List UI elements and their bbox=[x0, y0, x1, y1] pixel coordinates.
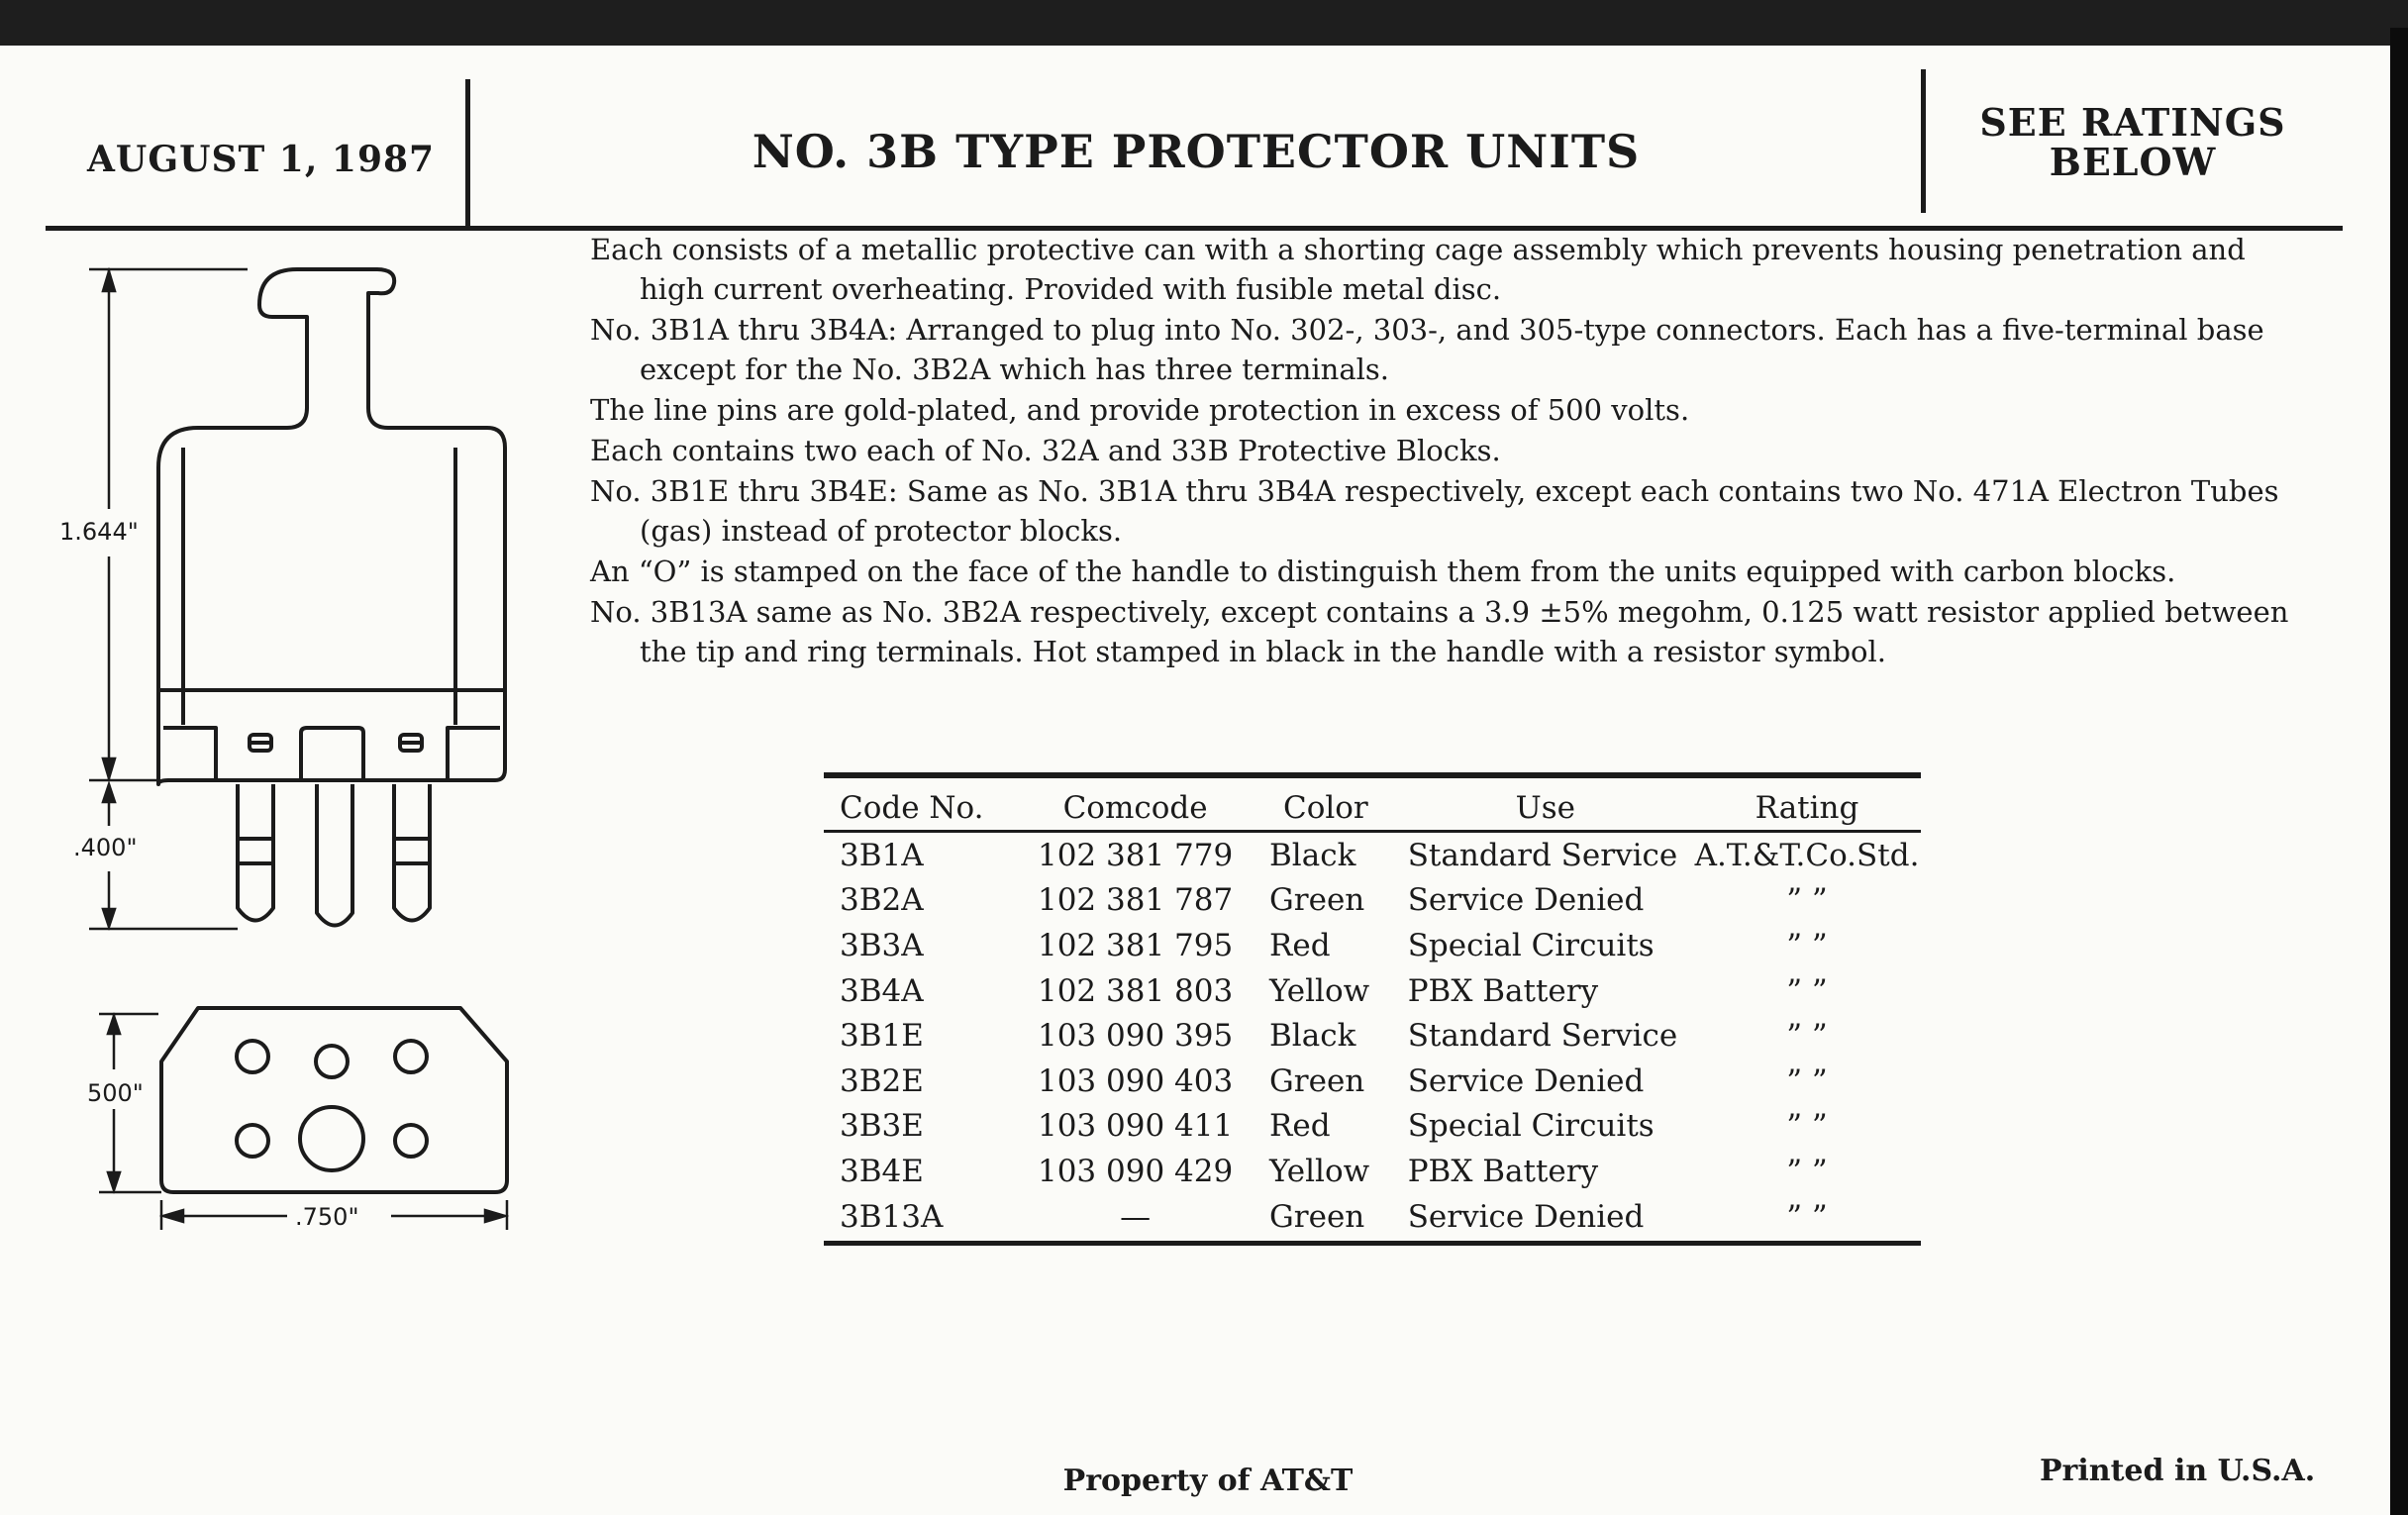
cell-rating: ” ” bbox=[1786, 1108, 1828, 1145]
cell-color: Red bbox=[1269, 927, 1331, 963]
col-header-code: Code No. bbox=[840, 790, 984, 826]
cell-use: PBX Battery bbox=[1407, 1153, 1599, 1189]
cell-use: Standard Service bbox=[1407, 837, 1678, 873]
col-header-rating: Rating bbox=[1755, 790, 1859, 826]
card-edge-shadow bbox=[2390, 28, 2408, 1515]
cell-rating: A.T.&T.Co.Std. bbox=[1694, 837, 1920, 873]
cell-color: Green bbox=[1269, 882, 1365, 919]
cell-color: Green bbox=[1269, 1062, 1365, 1099]
table-header-row bbox=[820, 778, 1921, 830]
ratings-table bbox=[820, 772, 1921, 1246]
dim-pins-label: .400" bbox=[73, 834, 138, 861]
pin-left bbox=[238, 784, 273, 921]
header-divider-right bbox=[1921, 69, 1926, 213]
cell-color: Red bbox=[1269, 1108, 1331, 1145]
cell-comcode: 103 090 403 bbox=[1037, 1062, 1234, 1099]
description-paragraph: Each consists of a metallic protective can with a shorting cage assembly which prevents housing penetration and high current overheating. Provided with fusible metal disc. bbox=[590, 233, 2246, 306]
cell-code: 3B1E bbox=[840, 1018, 924, 1055]
footer-property: Property of AT&T bbox=[1062, 1464, 1354, 1498]
table-row bbox=[820, 1149, 1921, 1194]
col-header-comcode: Comcode bbox=[1062, 790, 1208, 826]
cell-comcode: 102 381 803 bbox=[1037, 972, 1234, 1009]
col-header-use: Use bbox=[1515, 790, 1576, 826]
cell-color: Yellow bbox=[1269, 1153, 1370, 1189]
description-paragraph: No. 3B13A same as No. 3B2A respectively, except contains a 3.9 ±5% megohm, 0.125 watt resistor applied between the tip and ring terminals. Hot stamped in black in the handle with a resistor symbol. bbox=[590, 595, 2289, 668]
cell-rating: ” ” bbox=[1786, 1153, 1828, 1189]
cell-rating: ” ” bbox=[1786, 882, 1828, 919]
cell-use: Service Denied bbox=[1407, 1062, 1645, 1099]
base-view-outline bbox=[161, 1008, 507, 1192]
cell-use: Service Denied bbox=[1407, 882, 1645, 919]
dim-base-height-label: 500" bbox=[87, 1079, 144, 1107]
cell-code: 3B3A bbox=[840, 927, 924, 963]
table-row bbox=[820, 878, 1921, 924]
table-row bbox=[820, 1059, 1921, 1104]
cell-code: 3B4E bbox=[840, 1153, 924, 1189]
description-text bbox=[590, 230, 2303, 672]
cell-rating: ” ” bbox=[1786, 1018, 1828, 1055]
cell-code: 3B13A bbox=[840, 1198, 944, 1235]
cell-code: 3B4A bbox=[840, 972, 924, 1009]
cell-use: Special Circuits bbox=[1407, 927, 1655, 963]
cell-color: Black bbox=[1269, 837, 1356, 873]
page-title: NO. 3B TYPE PROTECTOR UNITS bbox=[752, 125, 1641, 178]
cell-rating: ” ” bbox=[1786, 1062, 1828, 1099]
table-row bbox=[820, 1194, 1921, 1240]
table-row bbox=[820, 968, 1921, 1014]
ratings-line-2: BELOW bbox=[2049, 140, 2217, 184]
cell-comcode: 103 090 429 bbox=[1037, 1153, 1234, 1189]
header-ratings-note bbox=[1927, 100, 2339, 184]
cell-comcode: 103 090 411 bbox=[1037, 1108, 1234, 1145]
cell-comcode: 102 381 779 bbox=[1037, 837, 1234, 873]
unit-body-outline bbox=[158, 269, 505, 690]
cell-color: Black bbox=[1269, 1018, 1356, 1055]
pin-right bbox=[394, 784, 430, 921]
cell-color: Yellow bbox=[1269, 972, 1370, 1009]
cell-rating: ” ” bbox=[1786, 1198, 1828, 1235]
cell-use: Service Denied bbox=[1407, 1198, 1645, 1235]
cell-use: Standard Service bbox=[1407, 1018, 1678, 1055]
cell-comcode: 102 381 795 bbox=[1037, 927, 1234, 963]
cell-code: 3B1A bbox=[840, 837, 924, 873]
pin-center bbox=[317, 784, 352, 926]
description-paragraph: The line pins are gold-plated, and provide protection in excess of 500 volts. bbox=[590, 393, 1690, 427]
ratings-line-1: SEE RATINGS bbox=[1979, 100, 2286, 145]
table-row bbox=[820, 1013, 1921, 1059]
cell-use: Special Circuits bbox=[1407, 1108, 1655, 1145]
description-paragraph: Each contains two each of No. 32A and 33B Protective Blocks. bbox=[590, 434, 1501, 467]
description-paragraph: An “O” is stamped on the face of the handle to distinguish them from the units equipped with carbon blocks. bbox=[590, 555, 2176, 588]
dim-base-width-label: .750" bbox=[295, 1203, 359, 1231]
footer-printed: Printed in U.S.A. bbox=[2040, 1454, 2316, 1488]
cell-comcode: 103 090 395 bbox=[1037, 1018, 1234, 1055]
col-header-color: Color bbox=[1282, 790, 1368, 826]
header-date: AUGUST 1, 1987 bbox=[87, 139, 436, 180]
cell-code: 3B3E bbox=[840, 1108, 924, 1145]
table-row bbox=[820, 1104, 1921, 1150]
table-rule-bottom bbox=[824, 1241, 1921, 1246]
table-row bbox=[820, 833, 1921, 878]
cell-comcode: 102 381 787 bbox=[1037, 882, 1234, 919]
table-row bbox=[820, 923, 1921, 968]
cell-code: 3B2A bbox=[840, 882, 924, 919]
description-paragraph: No. 3B1E thru 3B4E: Same as No. 3B1A thru 3B4A respectively, except each contains two No. 471A Electron Tubes (gas) instead of protector blocks. bbox=[590, 474, 2279, 548]
description-paragraph: No. 3B1A thru 3B4A: Arranged to plug into No. 302-, 303-, and 305-type connectors. Each has a five-terminal base except for the No. 3B2A which has three terminals. bbox=[590, 313, 2264, 386]
cell-code: 3B2E bbox=[840, 1062, 924, 1099]
cell-use: PBX Battery bbox=[1407, 972, 1599, 1009]
dim-height-label: 1.644" bbox=[59, 518, 139, 546]
cell-rating: ” ” bbox=[1786, 972, 1828, 1009]
cell-comcode: — bbox=[1120, 1198, 1152, 1235]
cell-color: Green bbox=[1269, 1198, 1365, 1235]
cell-rating: ” ” bbox=[1786, 927, 1828, 963]
protector-unit-drawing bbox=[0, 230, 554, 1260]
